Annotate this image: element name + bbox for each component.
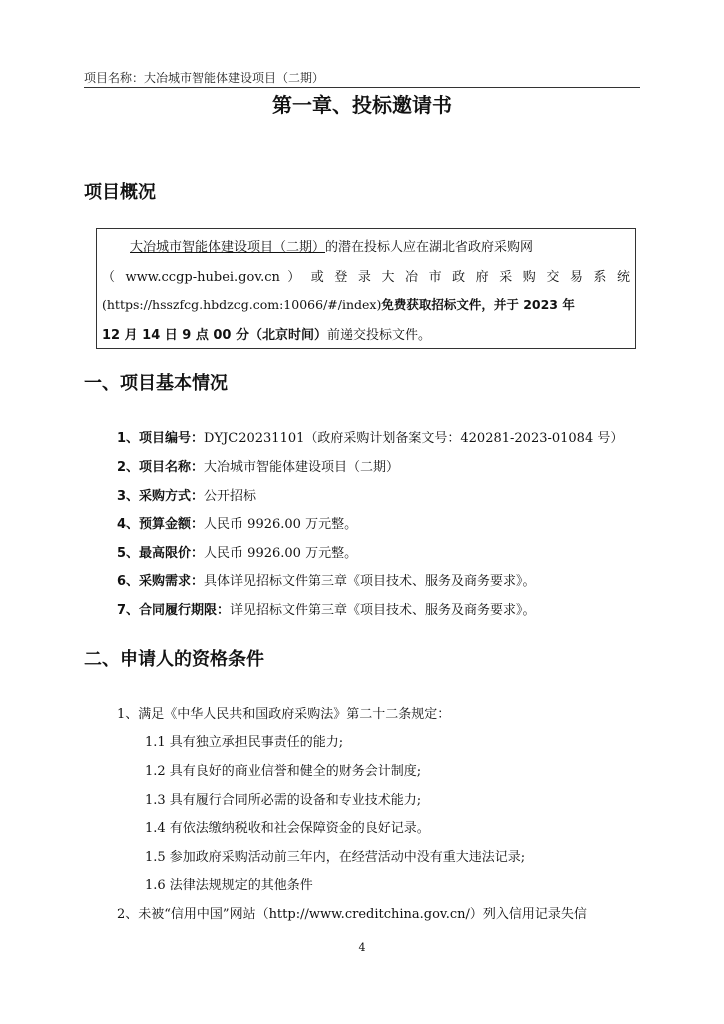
system-url: (https://hsszfcg.hbdzcg.com:10066/#/index): [102, 297, 382, 312]
header-rule: [84, 87, 640, 88]
info-label: 1、项目编号：: [117, 431, 205, 446]
qualification-sub-3: 1.3 具有履行合同所必需的设备和专业技术能力;: [145, 793, 422, 808]
info-label: 7、合同履行期限：: [117, 603, 231, 618]
overview-heading: 项目概况: [84, 182, 156, 203]
info-value: 人民币 9926.00 万元整。: [204, 517, 358, 532]
qualification-sub-1: 1.1 具有独立承担民事责任的能力;: [145, 735, 344, 750]
section2-heading: 二、申请人的资格条件: [84, 649, 264, 670]
info-item-5: [117, 542, 357, 561]
running-header: 项目名称：大冶城市智能体建设项目（二期）: [84, 71, 325, 85]
qualification-item-2: 2、未被“信用中国”网站（http://www.creditchina.gov.cn/）列入信用记录失信: [117, 907, 587, 922]
chapter-title: 第一章、投标邀请书: [272, 93, 452, 117]
info-label: 6、采购需求：: [117, 574, 205, 589]
overview-line-1: [130, 236, 533, 255]
qualification-sub-4: 1.4 有依法缴纳税收和社会保障资金的良好记录。: [145, 821, 430, 836]
overview-line-4: [102, 324, 431, 343]
overview-line-2: （ www.ccgp-hubei.gov.cn ） 或 登 录 大 冶 市 政 府 采 购 交 易 系 统: [102, 270, 630, 285]
info-value: 公开招标: [204, 489, 257, 504]
info-item-3: [117, 485, 256, 504]
qualification-intro: 1、满足《中华人民共和国政府采购法》第二十二条规定：: [117, 707, 451, 722]
info-item-6: [117, 570, 536, 589]
qualification-sub-2: 1.2 具有良好的商业信誉和健全的财务会计制度;: [145, 764, 422, 779]
info-item-2: [117, 456, 399, 475]
info-value: 详见招标文件第三章《项目技术、服务及商务要求》。: [230, 603, 536, 618]
qualification-sub-5: 1.5 参加政府采购活动前三年内，在经营活动中没有重大违法记录;: [145, 850, 526, 865]
qualification-sub-6: 1.6 法律法规规定的其他条件: [145, 878, 313, 893]
project-name-underlined: 大冶城市智能体建设项目（二期）: [130, 240, 326, 255]
info-value: 大冶城市智能体建设项目（二期）: [204, 460, 400, 475]
info-value: DYJC20231101（政府采购计划备案文号：420281-2023-01084 号）: [204, 431, 624, 446]
info-item-4: [117, 513, 357, 532]
info-value: 具体详见招标文件第三章《项目技术、服务及商务要求》。: [204, 574, 536, 589]
section1-heading: 一、项目基本情况: [84, 373, 228, 394]
overview-line-3-bold: 免费获取招标文件，并于 2023 年: [381, 297, 575, 312]
info-label: 4、预算金额：: [117, 517, 205, 532]
info-label: 5、最高限价：: [117, 546, 205, 561]
deadline-text: 12 月 14 日 9 点 00 分（北京时间）: [102, 328, 327, 343]
info-item-1: [117, 427, 623, 446]
page-number: 4: [358, 941, 366, 954]
info-value: 人民币 9926.00 万元整。: [204, 546, 358, 561]
info-label: 3、采购方式：: [117, 489, 205, 504]
overview-line-4-rest: 前递交投标文件。: [327, 328, 432, 343]
overview-line-1-rest: 的潜在投标人应在湖北省政府采购网: [325, 240, 534, 255]
overview-line-3: [102, 295, 575, 313]
info-item-7: [117, 599, 536, 618]
info-label: 2、项目名称：: [117, 460, 205, 475]
